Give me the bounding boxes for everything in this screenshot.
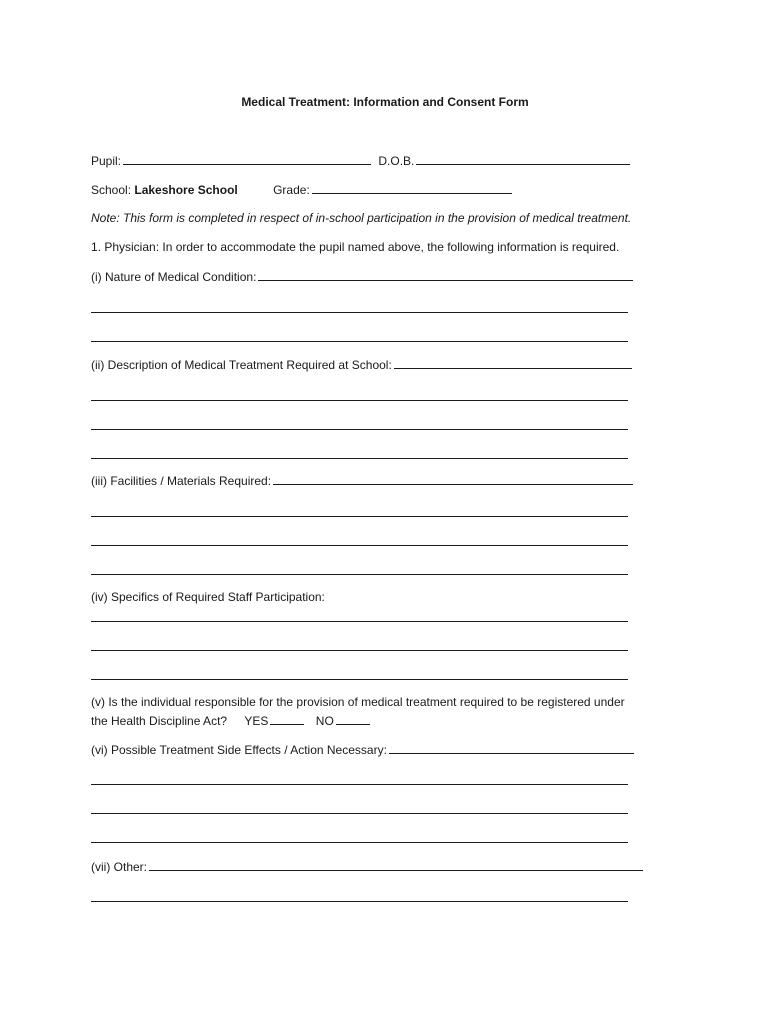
answer-line[interactable] [91, 784, 628, 785]
question-treatment-description [91, 356, 632, 373]
question-label: (i) Nature of Medical Condition: [91, 270, 257, 284]
question-label: (ii) Description of Medical Treatment Required at School: [91, 358, 392, 372]
answer-line[interactable] [91, 545, 628, 546]
pupil-label: Pupil: [91, 154, 122, 168]
question-other [91, 858, 643, 875]
question-facilities-materials [91, 472, 633, 489]
answer-field[interactable] [273, 472, 633, 485]
answer-line[interactable] [91, 574, 628, 575]
answer-line[interactable] [91, 458, 628, 459]
school-grade-row [91, 181, 512, 198]
pupil-field[interactable] [123, 152, 371, 165]
answer-line[interactable] [91, 516, 628, 517]
question-label: (vi) Possible Treatment Side Effects / Action Necessary: [91, 743, 387, 757]
note-text: Note: This form is completed in respect of in-school participation in the provision of medical treatment. [91, 211, 632, 225]
pupil-dob-row [91, 152, 630, 169]
dob-label: D.O.B. [378, 154, 415, 168]
answer-field[interactable] [389, 741, 634, 754]
yes-field[interactable] [270, 712, 304, 725]
answer-field[interactable] [149, 858, 643, 871]
answer-line[interactable] [91, 621, 628, 622]
question-side-effects [91, 741, 634, 758]
answer-line[interactable] [91, 312, 628, 313]
grade-field[interactable] [312, 181, 512, 194]
answer-line[interactable] [91, 429, 628, 430]
grade-label: Grade: [273, 183, 310, 197]
page-title: Medical Treatment: Information and Consent Form [241, 95, 529, 109]
question-registration-line2 [91, 712, 370, 729]
answer-line[interactable] [91, 813, 628, 814]
answer-line[interactable] [91, 650, 628, 651]
question-staff-participation: (iv) Specifics of Required Staff Participation: [91, 590, 325, 604]
answer-field[interactable] [258, 268, 633, 281]
answer-line[interactable] [91, 400, 628, 401]
question-label: (iii) Facilities / Materials Required: [91, 474, 272, 488]
no-field[interactable] [336, 712, 370, 725]
question-registration-line1: (v) Is the individual responsible for the provision of medical treatment required to be registered under [91, 695, 625, 709]
question-label: (vii) Other: [91, 860, 148, 874]
answer-line[interactable] [91, 901, 628, 902]
question-nature-of-condition [91, 268, 633, 285]
answer-line[interactable] [91, 679, 628, 680]
no-label: NO [315, 714, 334, 728]
answer-line[interactable] [91, 341, 628, 342]
school-label: School: [91, 183, 132, 197]
question-label: the Health Discipline Act? [91, 714, 228, 728]
school-value: Lakeshore School [134, 183, 238, 197]
answer-line[interactable] [91, 842, 628, 843]
dob-field[interactable] [416, 152, 630, 165]
answer-field[interactable] [394, 356, 632, 369]
yes-label: YES [244, 714, 269, 728]
physician-intro: 1. Physician: In order to accommodate the pupil named above, the following information is required. [91, 240, 620, 254]
